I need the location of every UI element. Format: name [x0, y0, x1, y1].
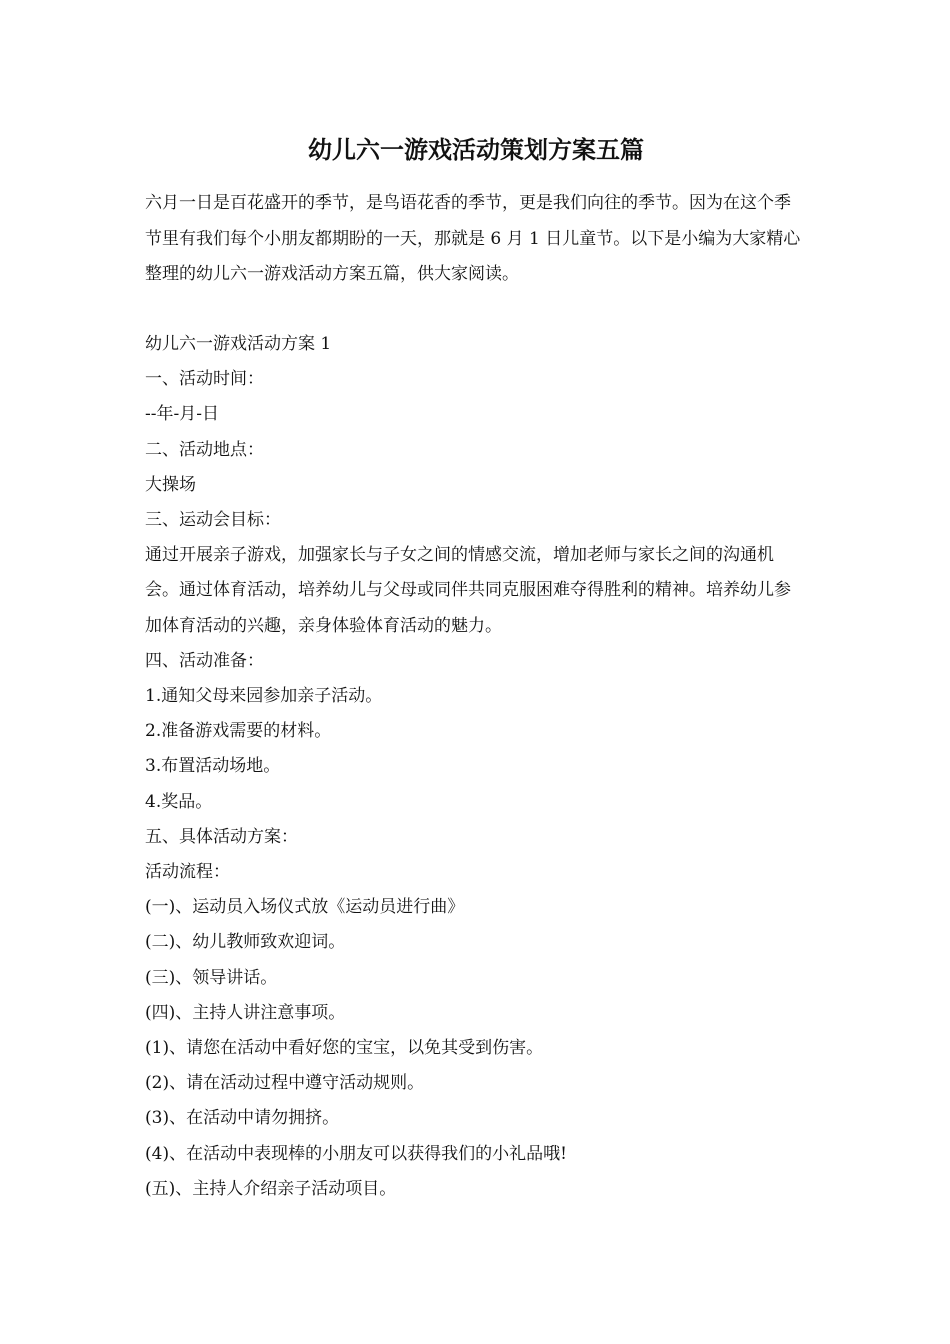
heading-preparation: 四、活动准备：	[145, 650, 264, 671]
heading-plan: 五、具体活动方案：	[145, 826, 298, 847]
heading-activity-location: 二、活动地点：	[145, 439, 264, 460]
intro-paragraph: 六月一日是百花盛开的季节，是鸟语花香的季节，更是我们向往的季节。因为在这个季节里有我们每个小朋友都期盼的一天，那就是 6 月 1 日儿童节。以下是小编为大家精心整理的幼儿六一游戏活动方案五篇，供大家阅读。	[145, 193, 801, 284]
notice-item-4: (4)、在活动中表现棒的小朋友可以获得我们的小礼品哦!	[145, 1143, 567, 1164]
process-step-1: (一)、运动员入场仪式放《运动员进行曲》	[145, 897, 465, 918]
goals-paragraph: 通过开展亲子游戏，加强家长与子女之间的情感交流，增加老师与家长之间的沟通机会。通过体育活动，培养幼儿与父母或同伴共同克服困难夺得胜利的精神。培养幼儿参加体育活动的兴趣，亲身体验体育活动的魅力。	[145, 545, 791, 636]
prep-item-4: 4.奖品。	[145, 791, 213, 812]
prep-item-2: 2.准备游戏需要的材料。	[145, 721, 332, 742]
heading-activity-time: 一、活动时间：	[145, 369, 264, 390]
process-step-5: (五)、主持人介绍亲子活动项目。	[145, 1178, 397, 1199]
activity-location: 大操场	[145, 474, 196, 495]
section-title: 幼儿六一游戏活动方案 1	[145, 334, 332, 354]
prep-item-3: 3.布置活动场地。	[145, 756, 281, 777]
prep-item-1: 1.通知父母来园参加亲子活动。	[145, 686, 383, 707]
process-step-3: (三)、领导讲话。	[145, 967, 278, 988]
heading-goals: 三、运动会目标：	[145, 510, 281, 531]
process-label: 活动流程：	[145, 862, 230, 883]
document-title: 幼儿六一游戏活动策划方案五篇	[308, 135, 644, 164]
process-step-2: (二)、幼儿教师致欢迎词。	[145, 932, 346, 953]
notice-item-1: (1)、请您在活动中看好您的宝宝，以免其受到伤害。	[145, 1038, 544, 1059]
document-body	[145, 327, 807, 1207]
notice-item-3: (3)、在活动中请勿拥挤。	[145, 1108, 340, 1129]
process-step-4: (四)、主持人讲注意事项。	[145, 1002, 346, 1023]
notice-item-2: (2)、请在活动过程中遵守活动规则。	[145, 1073, 425, 1094]
activity-date: --年-月-日	[145, 404, 219, 425]
